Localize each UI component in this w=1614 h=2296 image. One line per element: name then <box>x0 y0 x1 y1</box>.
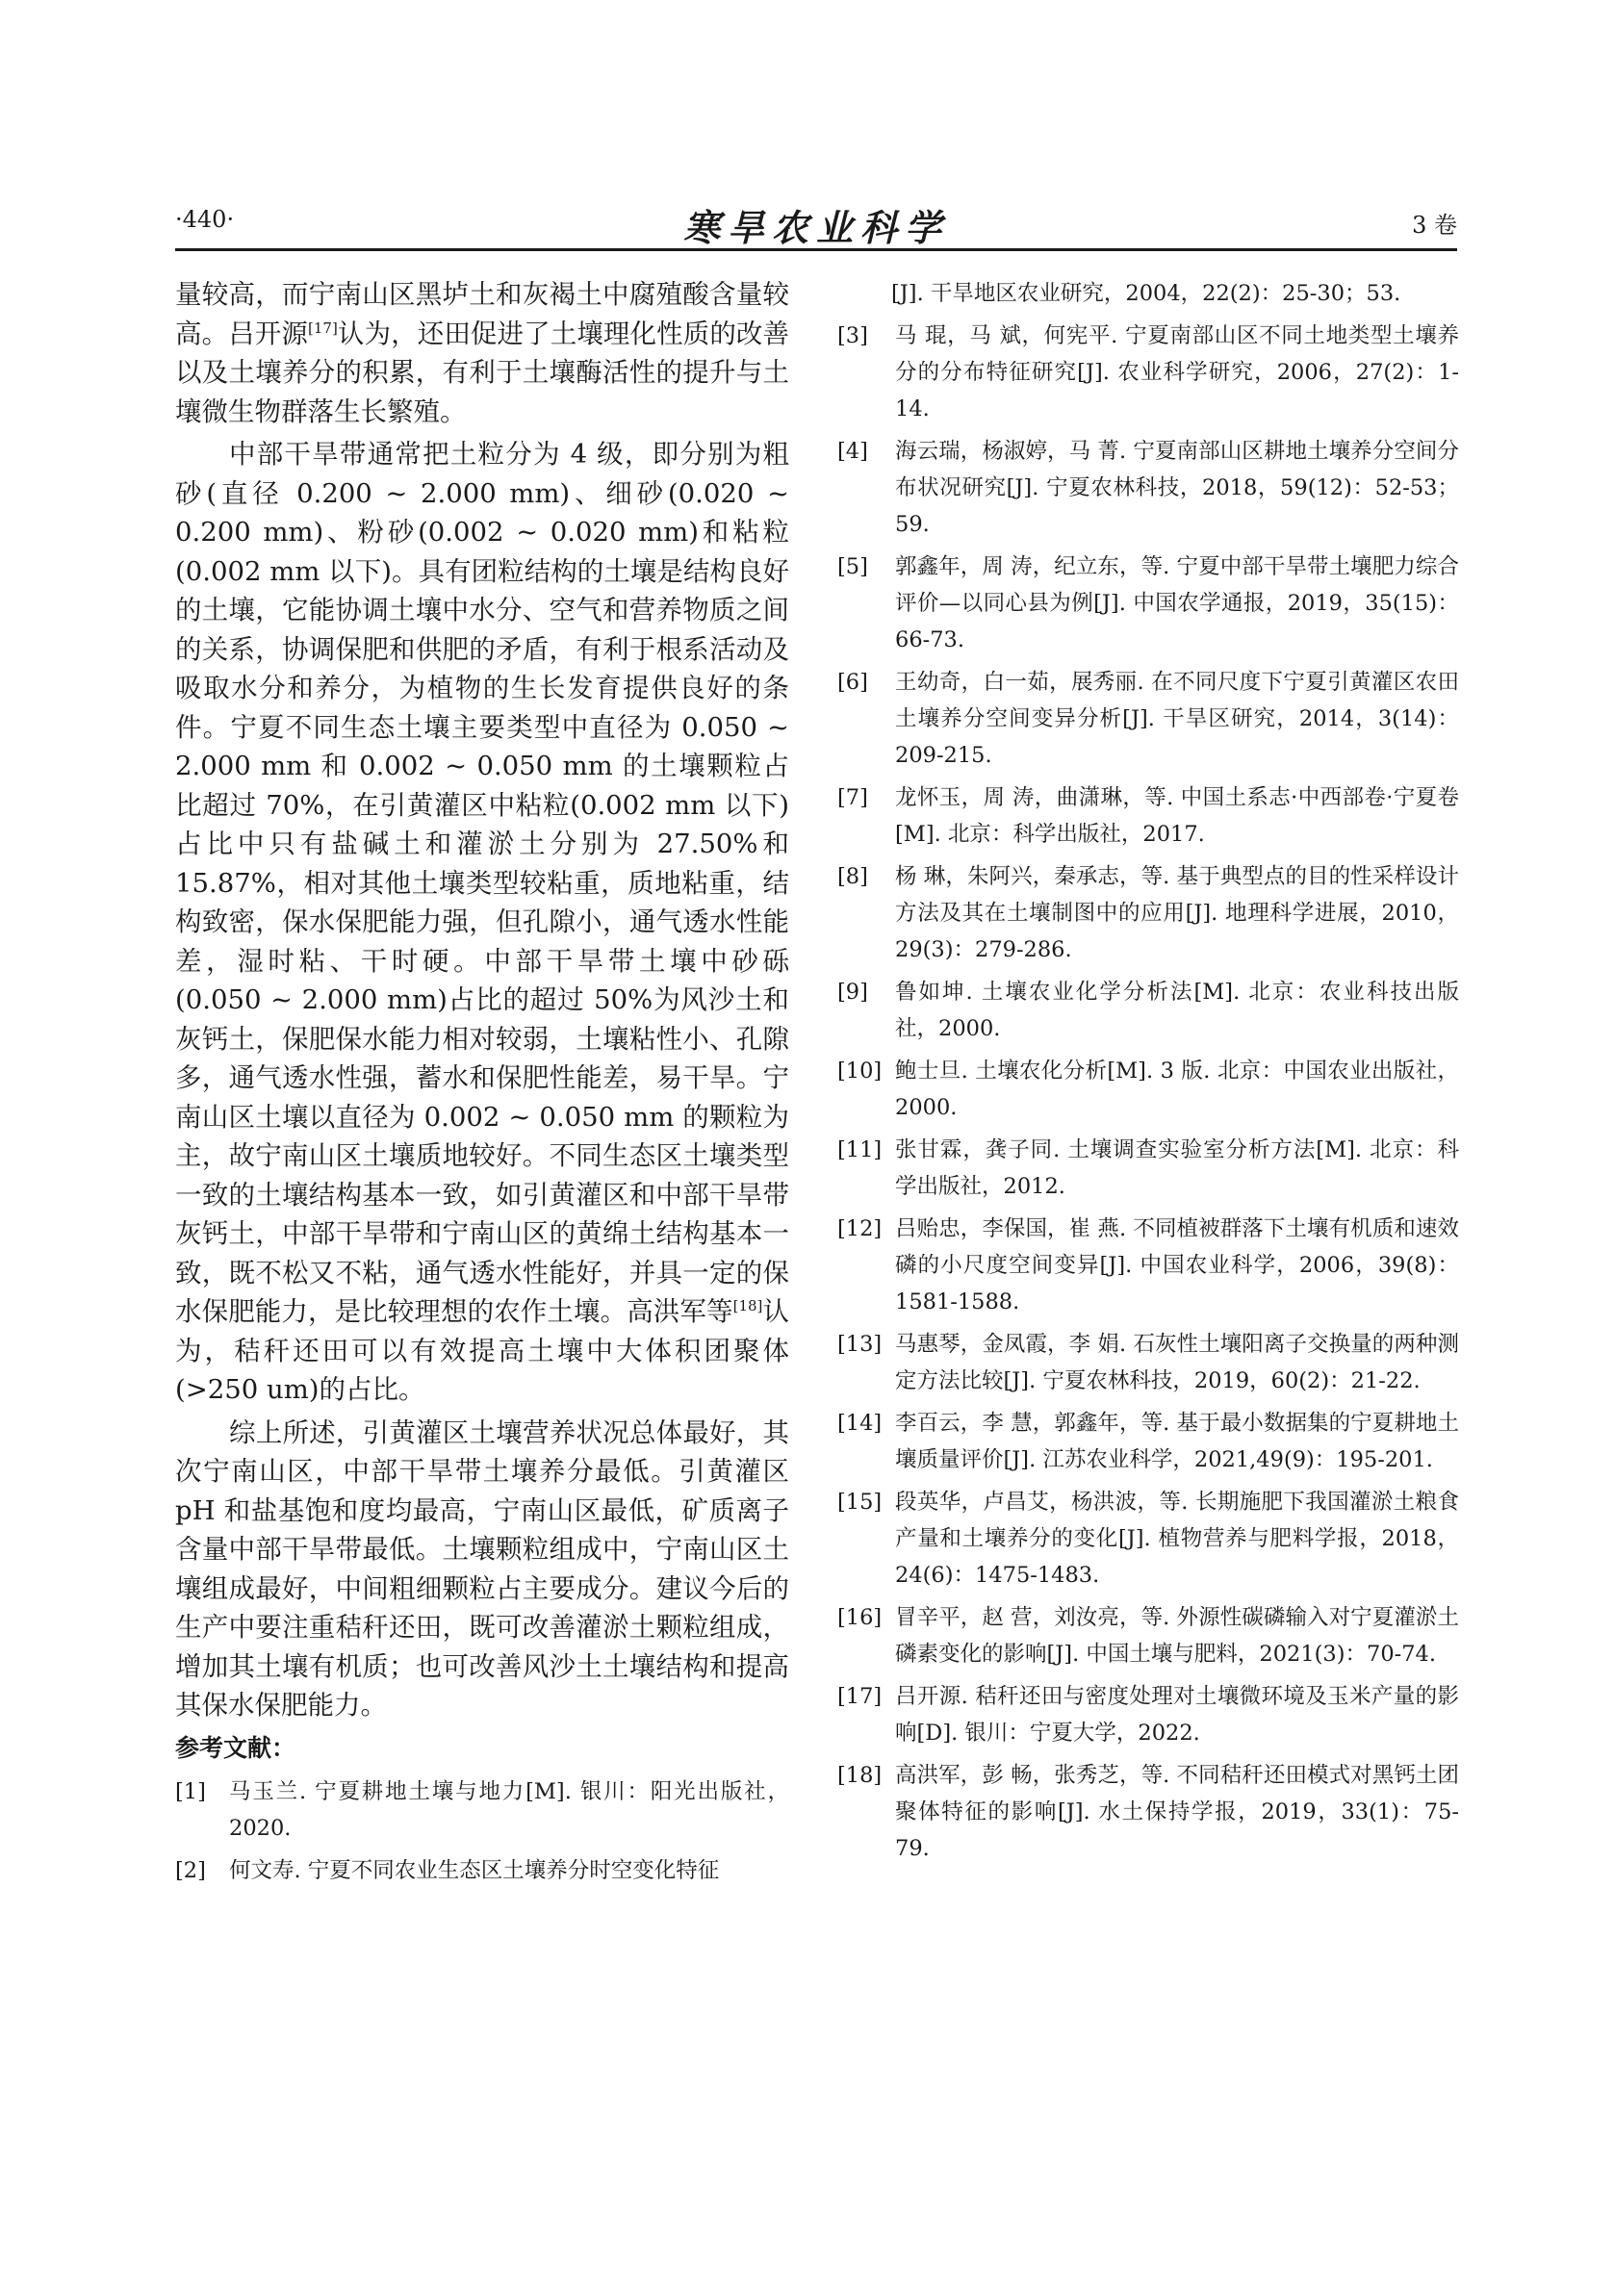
reference-item <box>837 974 1459 1047</box>
reference-item <box>837 1132 1459 1205</box>
reference-text: 杨 琳，朱阿兴，秦承志，等. 基于典型点的目的性采样设计方法及其在土壤制图中的应用[J]. 地理科学进展，2010，29(3)：279-286. <box>895 864 1459 962</box>
reference-number: [3] <box>837 323 868 348</box>
reference-text: 马 琨，马 斌，何宪平. 宁夏南部山区不同土地类型土壤养分的分布特征研究[J]. 农业科学研究，2006，27(2)：1-14. <box>895 323 1459 421</box>
reference-text: 张甘霖，龚子同. 土壤调查实验室分析方法[M]. 北京：科学出版社，2012. <box>895 1137 1459 1199</box>
reference-item <box>837 1599 1459 1672</box>
paragraph-1 <box>175 275 789 431</box>
citation-18: [18] <box>732 1296 763 1314</box>
reference-number: [12] <box>837 1216 883 1241</box>
reference-item <box>837 1211 1459 1320</box>
reference-number: [10] <box>837 1059 883 1084</box>
paragraph-2-rest: 认为，秸秆还田可以有效提高土壤中大体积团聚体(>250 um)的占比。 <box>175 1296 790 1405</box>
journal-title: 寒旱农业科学 <box>682 206 949 249</box>
reference-item <box>837 1405 1459 1478</box>
reference-text: 吕贻忠，李保国，崔 燕. 不同植被群落下土壤有机质和速效磷的小尺度空间变异[J]. 中国农业科学，2006，39(8)：1581-1588. <box>895 1216 1459 1314</box>
references-heading: 参考文献： <box>175 1733 296 1762</box>
paragraph-1-text: 量较高，而宁南山区黑垆土和灰褐土中腐殖酸含量较高。吕开源 <box>175 279 789 349</box>
paragraph-2 <box>175 435 789 1410</box>
reference-item <box>837 433 1459 543</box>
reference-text: 鲍士旦. 土壤农化分析[M]. 3 版. 北京：中国农业出版社，2000. <box>895 1059 1459 1120</box>
reference-text: 郭鑫年，周 涛，纪立东，等. 宁夏中部干旱带土壤肥力综合评价—以同心县为例[J]. 中国农学通报，2019，35(15)：66-73. <box>895 554 1459 652</box>
reference-text: 马玉兰. 宁夏耕地土壤与地力[M]. 银川：阳光出版社，2020. <box>229 1778 789 1841</box>
reference-text: 李百云，李 慧，郭鑫年，等. 基于最小数据集的宁夏耕地土壤质量评价[J]. 江苏农业科学，2021,49(9)：195-201. <box>895 1411 1459 1472</box>
reference-list <box>837 318 1459 1867</box>
reference-item <box>837 664 1459 774</box>
reference-item <box>837 779 1459 853</box>
reference-item <box>175 1773 789 1847</box>
header-rule <box>175 248 1457 251</box>
right-column <box>837 275 1459 1873</box>
reference-number: [15] <box>837 1490 883 1515</box>
reference-continuation: [J]. 干旱地区农业研究，2004，22(2)：25-30；53. <box>891 281 1401 306</box>
reference-text: 何文寿. 宁夏不同农业生态区土壤养分时空变化特征 <box>229 1857 720 1883</box>
reference-text: 王幼奇，白一茹，展秀丽. 在不同尺度下宁夏引黄灌区农田土壤养分空间变异分析[J]. 干旱区研究，2014，3(14)：209-215. <box>895 670 1459 768</box>
reference-text: 高洪军，彭 畅，张秀芝，等. 不同秸秆还田模式对黑钙土团聚体特征的影响[J]. 水土保持学报，2019，33(1)：75-79. <box>895 1763 1459 1861</box>
paragraph-3: 综上所述，引黄灌区土壤营养状况总体最好，其次宁南山区，中部干旱带土壤养分最低。引黄灌区 pH 和盐基饱和度均最高，宁南山区最低，矿质离子含量中部干旱带最低。土壤颗粒组成中，宁南山区土壤组成最好，中间粗细颗粒占主要成分。建议今后的生产中要注重秸秆还田，既可改善灌淤土颗粒组成，增加其土壤有机质；也可改善风沙土土壤结构和提高其保水保肥能力。 <box>175 1416 789 1721</box>
reference-item <box>837 858 1459 968</box>
reference-number: [11] <box>837 1137 883 1162</box>
reference-item <box>837 1678 1459 1751</box>
reference-number: [16] <box>837 1605 883 1630</box>
volume-label: 3 卷 <box>1412 212 1457 239</box>
reference-number: [5] <box>837 554 868 579</box>
reference-number: [13] <box>837 1332 883 1357</box>
reference-item <box>837 548 1459 658</box>
citation-17: [17] <box>308 319 338 337</box>
reference-text: 鲁如坤. 土壤农业化学分析法[M]. 北京：农业科技出版社，2000. <box>895 980 1459 1041</box>
reference-text: 龙怀玉，周 涛，曲潇琳，等. 中国土系志·中西部卷·宁夏卷[M]. 北京：科学出版社，2017. <box>895 785 1459 847</box>
page-number: ·440· <box>175 206 235 233</box>
reference-text: 冒辛平，赵 营，刘汝亮，等. 外源性碳磷输入对宁夏灌淤土磷素变化的影响[J]. 中国土壤与肥料，2021(3)：70-74. <box>895 1605 1459 1667</box>
paragraph-2-text: 中部干旱带通常把土粒分为 4 级，即分别为粗砂(直径 0.200 ~ 2.000 mm)、细砂(0.020 ~ 0.200 mm)、粉砂(0.002 ~ 0.020 mm)和粘粒(0.002 mm 以下)。具有团粒结构的土壤是结构良好的土壤，它能协调土壤中水分、空气和营养物质之间的关系，协调保肥和供肥的矛盾，有利于根系活动及吸取水分和养分，为植物的生长发育提供良好的条件。宁夏不同生态土壤主要类型中直径为 0.050 ~ 2.000 mm 和 0.002 ~ 0.050 mm 的土壤颗粒占比超过 70%，在引黄灌区中粘粒(0.002 mm 以下)占比中只有盐碱土和灌淤土分别为 27.50%和 15.87%，相对其他土壤类型较粘重，质地粘重，结构致密，保水保肥能力强，但孔隙小，通气透水性能差，湿时粘、干时硬。中部干旱带土壤中砂砾(0.050 ~ 2.000 mm)占比的超过 50%为风沙土和灰钙土，保肥保水能力相对较弱，土壤粘性小、孔隙多，通气透水性强，蓄水和保肥性能差，易干旱。宁南山区土壤以直径为 0.002 ~ 0.050 mm 的颗粒为主，故宁南山区土壤质地较好。不同生态区土壤类型一致的土壤结构基本一致，如引黄灌区和中部干旱带灰钙土，中部干旱带和宁南山区的黄绵土结构基本一致，既不松又不粘，通气透水性能好，并具一定的保水保肥能力，是比较理想的农作土壤。高洪军等 <box>175 439 789 1327</box>
reference-number: [6] <box>837 670 868 695</box>
reference-text: 马惠琴，金凤霞，李 娟. 石灰性土壤阳离子交换量的两种测定方法比较[J]. 宁夏农林科技，2019，60(2)：21-22. <box>895 1332 1459 1393</box>
reference-text: 段英华，卢昌艾，杨洪波，等. 长期施肥下我国灌淤土粮食产量和土壤养分的变化[J]. 植物营养与肥料学报，2018，24(6)：1475-1483. <box>895 1490 1459 1588</box>
paragraph-1-rest: 认为，还田促进了土壤理化性质的改善以及土壤养分的积累，有利于土壤酶活性的提升与土壤微生物群落生长繁殖。 <box>175 318 790 427</box>
reference-item <box>837 318 1459 427</box>
reference-item <box>837 1053 1459 1126</box>
left-column <box>175 275 789 1895</box>
reference-number: [17] <box>837 1684 883 1709</box>
reference-number: [9] <box>837 980 868 1005</box>
running-header <box>175 198 1457 249</box>
reference-number: [7] <box>837 785 868 810</box>
reference-number: [8] <box>837 864 868 889</box>
reference-text: 海云瑞，杨淑婷，马 菁. 宁夏南部山区耕地土壤养分空间分布状况研究[J]. 宁夏农林科技，2018，59(12)：52-53；59. <box>895 439 1459 537</box>
reference-number: [4] <box>837 439 868 464</box>
reference-number: [1] <box>175 1778 206 1804</box>
reference-item <box>837 1484 1459 1594</box>
reference-text: 吕开源. 秸秆还田与密度处理对土壤微环境及玉米产量的影响[D]. 银川：宁夏大学，2022. <box>895 1684 1459 1746</box>
reference-number: [2] <box>175 1857 206 1883</box>
reference-number: [18] <box>837 1763 883 1788</box>
reference-item <box>175 1852 789 1889</box>
reference-item <box>837 1757 1459 1867</box>
reference-number: [14] <box>837 1411 883 1436</box>
reference-item <box>837 1326 1459 1399</box>
